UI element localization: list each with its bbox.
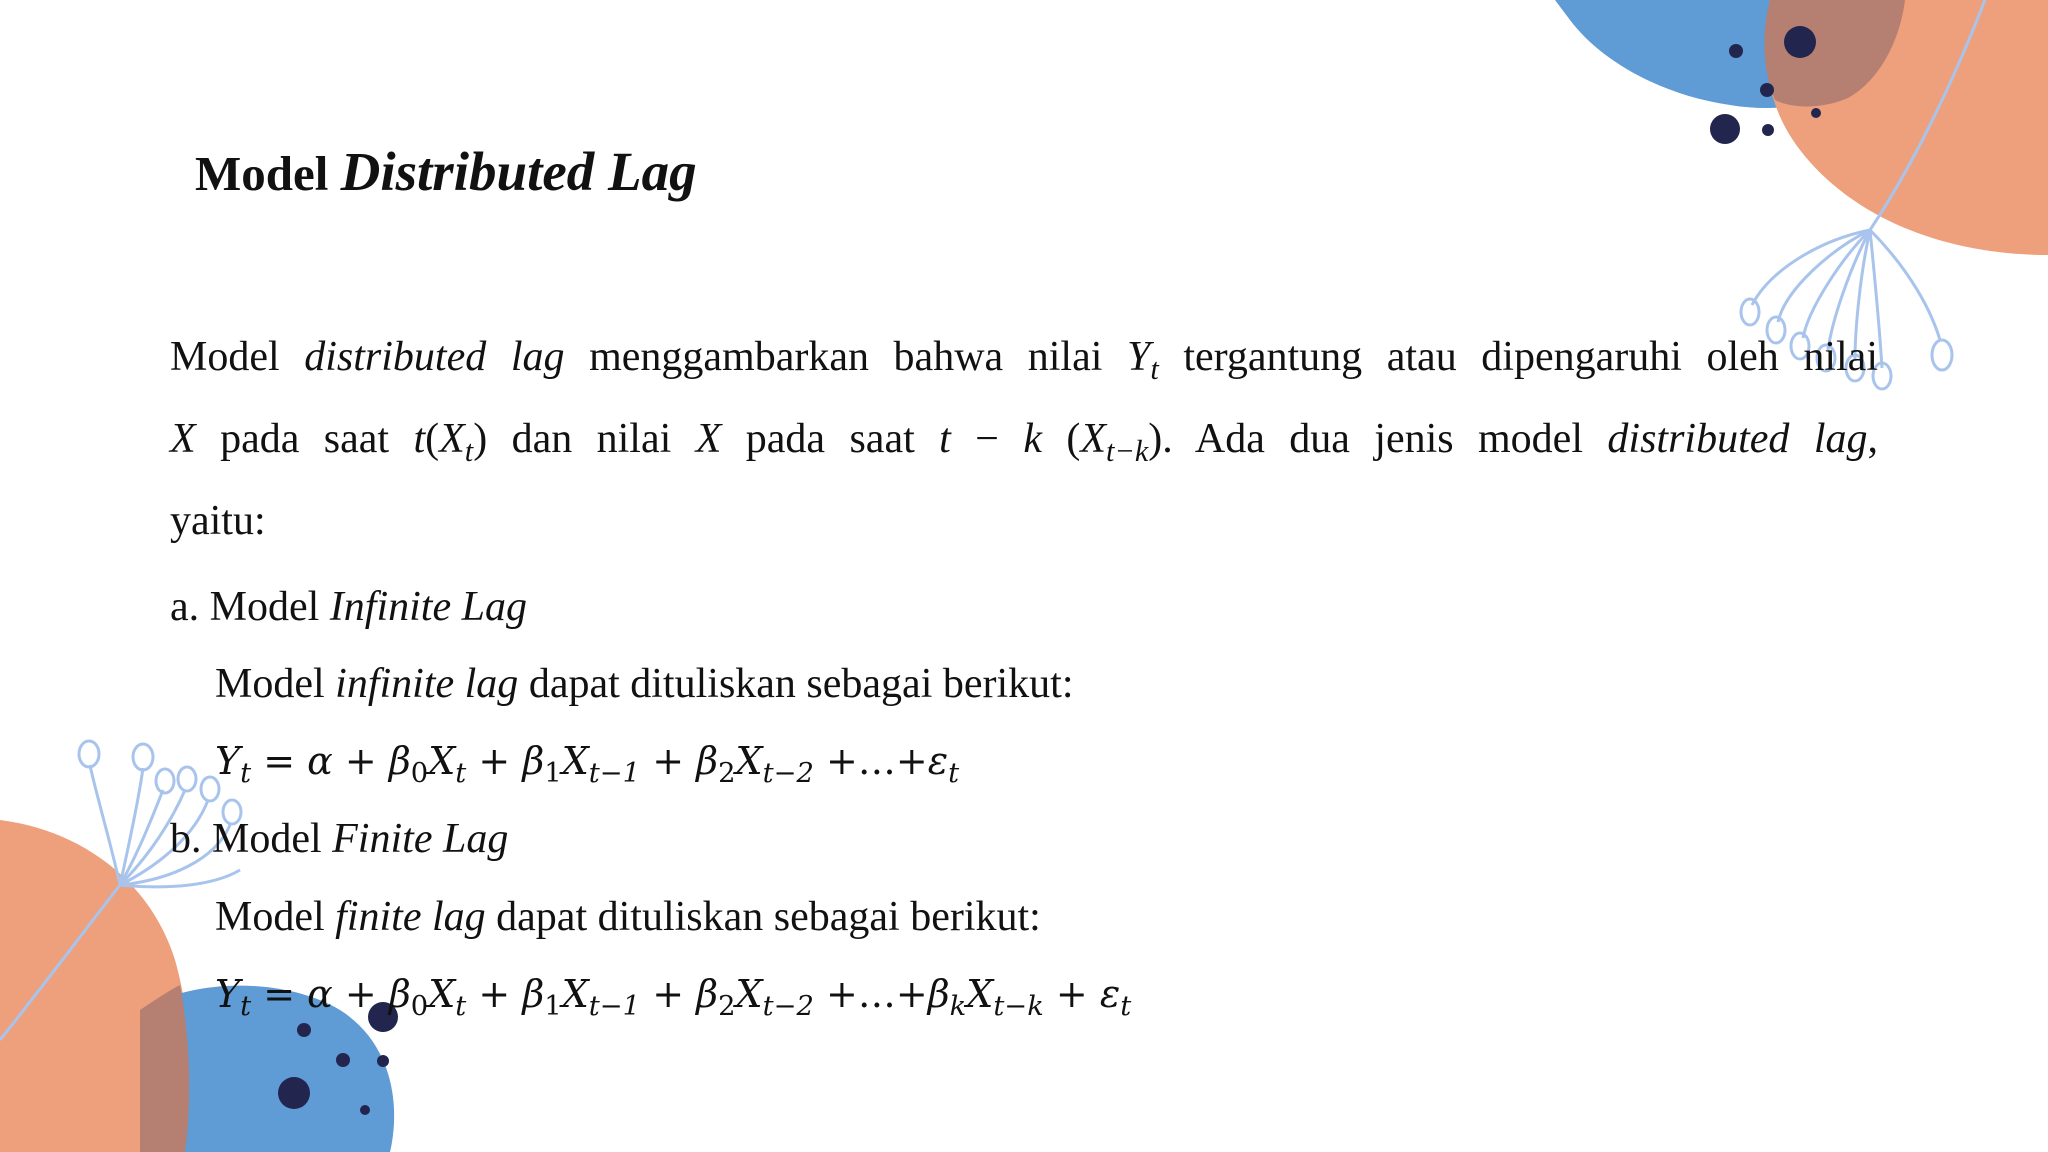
intro-text: tergantung atau dipengaruhi oleh nilai [1183, 334, 1878, 380]
top-right-dot [1710, 114, 1740, 144]
math-t-Xt: $t(X_t)$ [413, 416, 488, 469]
item-a-description: Model infinite lag dapat dituliskan sebagai berikut: [215, 661, 1074, 707]
intro-text: pada saat [220, 416, 390, 462]
slide-title [195, 140, 697, 203]
top-right-dot [1762, 124, 1774, 136]
bottom-left-dot [297, 1023, 311, 1037]
item-b-marker: b. Model [170, 816, 322, 862]
intro-italic-term: distributed lag, [1607, 416, 1878, 462]
math-X: X [170, 416, 196, 462]
intro-line-2 [170, 416, 1878, 469]
item-a-marker: a. Model [170, 584, 320, 630]
top-right-dot [1760, 83, 1774, 97]
math-X-t-minus-k: $(X_{t-k})$. Ada dua jenis model [1066, 416, 1583, 469]
bottom-left-dot [377, 1055, 389, 1067]
top-right-blob-group [1555, 0, 2048, 255]
intro-word: Model [170, 334, 280, 380]
intro-text: menggambarkan bahwa nilai [589, 334, 1103, 380]
math-X: X [695, 416, 722, 462]
intro-line-3: yaitu: [170, 498, 266, 544]
item-a-name: Infinite Lag [329, 584, 527, 630]
item-b-name: Finite Lag [332, 816, 509, 862]
top-right-dot [1784, 26, 1816, 58]
equation-infinite-lag: $Y_t = \alpha + \beta_0X_t + \beta_1X_{t-1} + \beta_2X_{t-2}$ $+\dots+\varepsilon_t$ [215, 739, 960, 790]
bottom-left-dot [360, 1105, 370, 1115]
top-right-dot [1729, 44, 1743, 58]
title-plain: Model [195, 146, 329, 201]
intro-text: dan nilai [511, 416, 672, 462]
item-a-heading [170, 586, 527, 628]
math-Yt: $Y_t$ [1126, 334, 1159, 387]
math-t-minus-k: t − k [939, 416, 1042, 462]
intro-line-1 [170, 334, 1878, 387]
bottom-left-overlap [140, 985, 189, 1152]
intro-italic-term: distributed lag [304, 334, 565, 380]
equation-finite-lag: $Y_t = \alpha + \beta_0X_t + \beta_1X_{t-1} + \beta_2X_{t-2}$ $+\dots+\beta_kX_{t-k} + \varepsilon_t$ [215, 972, 1132, 1023]
title-italic: Distributed Lag [340, 141, 697, 202]
item-b-description: Model finite lag dapat dituliskan sebagai berikut: [215, 894, 1041, 940]
intro-text: pada saat [745, 416, 915, 462]
bottom-left-dot [336, 1053, 350, 1067]
top-right-dot [1811, 108, 1821, 118]
bottom-left-dot [278, 1077, 310, 1109]
item-b-heading [170, 818, 508, 860]
